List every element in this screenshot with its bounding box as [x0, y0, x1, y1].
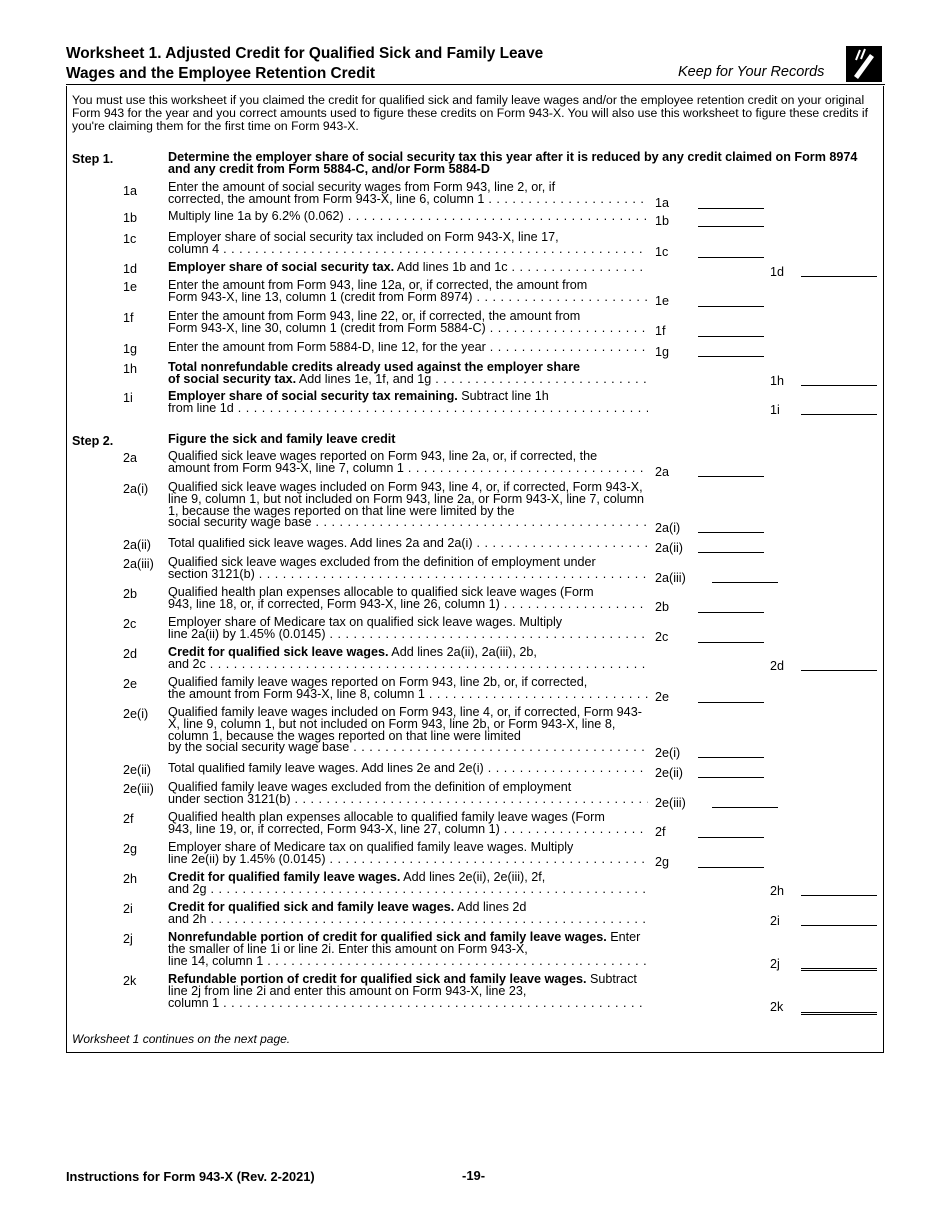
line-text-2: from line 1d . . . — [168, 403, 648, 415]
line-ref: 2k — [770, 1000, 784, 1014]
amount-field-2e[interactable] — [698, 702, 764, 703]
line-text-2: Form 943-X, line 13, column 1 (credit from Form 8974) . . . — [168, 292, 648, 304]
line-ref: 1c — [655, 245, 669, 259]
line-text — [168, 763, 653, 775]
line-text-2: Total qualified sick leave wages. Add lines 2a and 2a(i) . . . — [168, 538, 648, 550]
line-ref: 2e(i) — [655, 746, 681, 760]
keep-for-records: Keep for Your Records — [678, 64, 825, 80]
line-text-1: Qualified family leave wages reported on Form 943, line 2b, or, if corrected, — [168, 675, 588, 689]
line-number: 2g — [123, 842, 138, 856]
line-text — [168, 647, 653, 671]
line-ref: 2h — [770, 884, 785, 898]
line-text-2: column 4 . . . — [168, 244, 648, 256]
line-text-1: Enter the amount of social security wages from Form 943, line 2, or, if — [168, 180, 556, 194]
amount-field-2f[interactable] — [698, 837, 764, 838]
amount-field-1c[interactable] — [698, 257, 764, 258]
amount-field-1b[interactable] — [698, 226, 764, 227]
line-number: 2i — [123, 902, 133, 916]
amount-field-1g[interactable] — [698, 356, 764, 357]
amount-field-2a-iii[interactable] — [712, 582, 778, 583]
line-ref: 2a(ii) — [655, 541, 683, 555]
line-text-1: Qualified sick leave wages excluded from the definition of employment under — [168, 555, 596, 569]
line-number: 2c — [123, 617, 137, 631]
header-rule — [66, 84, 885, 85]
line-number: 2a(ii) — [123, 538, 151, 552]
step2-heading: Figure the sick and family leave credit — [168, 432, 396, 446]
line-text-bold: Credit for qualified sick and family leave wages. — [168, 900, 455, 914]
line-text-1: Qualified family leave wages included on Form 943, line 4, or, if corrected, Form 943-X, line 9, column 1, but not included on Form 943, line 2b, or Form 943-X, line 8, column 1, because the wages reported on that line were limited — [168, 705, 642, 743]
line-text-bold: Total nonrefundable credits already used against the employer share — [168, 360, 580, 374]
line-number: 2e(iii) — [123, 782, 154, 796]
line-ref: 1h — [770, 374, 785, 388]
line-text-bold: Nonrefundable portion of credit for qualified sick and family leave wages. — [168, 930, 607, 944]
line-ref: 1i — [770, 403, 780, 417]
line-ref: 2d — [770, 659, 785, 673]
line-number: 2e — [123, 677, 138, 691]
line-text — [168, 974, 653, 1009]
line-text — [168, 932, 653, 967]
worksheet-title — [66, 44, 666, 84]
line-text-2: section 3121(b) . . . — [168, 569, 648, 581]
line-ref: 2a — [655, 465, 670, 479]
line-ref: 2e — [655, 690, 670, 704]
line-number: 2a — [123, 451, 138, 465]
line-text-2: 943, line 19, or, if corrected, Form 943-X, line 27, column 1) . . . — [168, 824, 648, 836]
line-text-2: Multiply line 1a by 6.2% (0.062) . . . — [168, 211, 648, 223]
line-text-2: social security wage base . . . — [168, 517, 648, 529]
line-ref: 1a — [655, 196, 670, 210]
title-line-2: Wages and the Employee Retention Credit — [66, 65, 375, 82]
footer-form-name: Instructions for Form 943-X (Rev. 2-2021) — [66, 1169, 315, 1184]
line-text-bold-2: of social security tax. — [168, 373, 297, 386]
line-ref: 2a(iii) — [655, 571, 686, 585]
line-text — [168, 617, 653, 641]
amount-field-1e[interactable] — [698, 306, 764, 307]
line-text-2: line 2e(ii) by 1.45% (0.0145) . . . — [168, 854, 648, 866]
line-number: 1b — [123, 211, 138, 225]
line-text — [168, 557, 653, 581]
amount-field-2d[interactable] — [801, 670, 877, 671]
line-text — [168, 812, 653, 836]
line-text-2: amount from Form 943-X, line 7, column 1 . . . — [168, 463, 648, 475]
line-text-1: Employer share of Medicare tax on qualified family leave wages. Multiply — [168, 840, 574, 854]
line-text — [168, 538, 653, 550]
line-text-1: Subtract line 1h — [457, 389, 549, 403]
line-ref: 2e(ii) — [655, 766, 683, 780]
line-text — [168, 211, 653, 223]
line-text-bold: Credit for qualified sick leave wages. — [168, 645, 389, 659]
line-text-1: Add lines 2e(ii), 2e(iii), 2f, — [400, 870, 546, 884]
line-text — [168, 451, 653, 475]
line-text — [168, 902, 653, 926]
line-number: 2a(i) — [123, 482, 149, 496]
line-text — [168, 872, 653, 896]
line-ref: 2f — [655, 825, 666, 839]
line-number: 1a — [123, 184, 138, 198]
line-text — [168, 677, 653, 701]
amount-field-1i[interactable] — [801, 414, 877, 415]
line-ref: 1g — [655, 345, 670, 359]
line-text-1: Qualified sick leave wages reported on Form 943, line 2a, or, if corrected, the — [168, 449, 598, 463]
line-text — [168, 182, 653, 206]
line-text-1: Add lines 2a(ii), 2a(iii), 2b, — [388, 645, 537, 659]
line-text-2: Enter the amount from Form 5884-D, line 12, for the year . . . — [168, 342, 648, 354]
line-text-2: Add lines 1b and 1c — [394, 262, 508, 274]
line-text-1: Enter the amount from Form 943, line 12a, or, if corrected, the amount from — [168, 278, 588, 292]
line-number: 1f — [123, 311, 134, 325]
line-number: 1e — [123, 280, 138, 294]
line-number: 2h — [123, 872, 138, 886]
amount-field-2a[interactable] — [698, 476, 764, 477]
line-text-2: and 2h . . . — [168, 914, 648, 926]
line-ref: 2e(iii) — [655, 796, 686, 810]
line-text-2: corrected, the amount from Form 943-X, line 6, column 1 . . . — [168, 194, 648, 206]
line-ref: 2j — [770, 957, 780, 971]
line-number: 1i — [123, 391, 133, 405]
line-ref: 2c — [655, 630, 669, 644]
line-text-2: and 2c . . . — [168, 659, 648, 671]
line-ref: 2i — [770, 914, 780, 928]
amount-field-2e-ii[interactable] — [698, 777, 764, 778]
line-text-bold: Refundable portion of credit for qualified sick and family leave wages. — [168, 972, 587, 986]
line-text — [168, 842, 653, 866]
line-text — [168, 587, 653, 611]
line-text — [168, 311, 653, 335]
amount-field-2b[interactable] — [698, 612, 764, 613]
line-number: 2e(i) — [123, 707, 149, 721]
amount-field-1d[interactable] — [801, 276, 877, 277]
line-text-2: Form 943-X, line 30, column 1 (credit from Form 5884-C) . . . — [168, 323, 648, 335]
line-text — [168, 232, 653, 256]
title-line-1: Worksheet 1. Adjusted Credit for Qualified Sick and Family Leave — [66, 45, 544, 62]
step2-label: Step 2. — [72, 434, 114, 448]
amount-field-2i[interactable] — [801, 925, 877, 926]
line-text-2: line 2a(ii) by 1.45% (0.0145) . . . — [168, 629, 648, 641]
line-text-1: Employer share of Medicare tax on qualified sick leave wages. Multiply — [168, 615, 563, 629]
line-text — [168, 362, 653, 386]
line-text-2: under section 3121(b) . . . — [168, 794, 648, 806]
line-number: 2b — [123, 587, 138, 601]
records-pen-icon — [846, 46, 882, 82]
amount-field-2g[interactable] — [698, 867, 764, 868]
line-text-2: column 1 . . . — [168, 998, 648, 1010]
amount-field-2a-ii[interactable] — [698, 552, 764, 553]
line-text-1: Subtract line 2j from line 2i and enter this amount on Form 943-X, line 23, — [168, 972, 637, 998]
line-number: 2j — [123, 932, 133, 946]
line-text-1: Enter the amount from Form 943, line 22, or, if corrected, the amount from — [168, 309, 581, 323]
amount-field-2a-i[interactable] — [698, 532, 764, 533]
amount-field-2e-i[interactable] — [698, 757, 764, 758]
line-number: 2e(ii) — [123, 763, 151, 777]
line-text-2: Total qualified family leave wages. Add lines 2e and 2e(i) . . . — [168, 763, 648, 775]
page-number: -19- — [462, 1168, 486, 1183]
continues-note: Worksheet 1 continues on the next page. — [72, 1032, 291, 1046]
line-number: 1d — [123, 262, 138, 276]
step1-label: Step 1. — [72, 152, 114, 166]
line-text-bold: Employer share of social security tax remaining. — [168, 389, 458, 403]
line-ref: 1f — [655, 324, 666, 338]
line-text-1: Qualified sick leave wages included on Form 943, line 4, or, if corrected, Form 943-X, line 9, column 1, but not included on Form 943, line 2a, or Form 943-X, line 7, column 1, because the wages reported on that line were limited by the — [168, 480, 645, 518]
amount-field-2j[interactable] — [801, 968, 877, 971]
line-text — [168, 482, 653, 529]
line-ref: 1b — [655, 214, 670, 228]
amount-field-2h[interactable] — [801, 895, 877, 896]
line-number: 2a(iii) — [123, 557, 154, 571]
line-text-2: the amount from Form 943-X, line 8, column 1 . . . — [168, 689, 648, 701]
line-text-1: Enter the smaller of line 1i or line 2i. Enter this amount on Form 943-X, — [168, 930, 641, 956]
line-text — [168, 342, 653, 354]
line-text — [168, 782, 653, 806]
line-text-1: Employer share of social security tax included on Form 943-X, line 17, — [168, 230, 559, 244]
amount-field-1f[interactable] — [698, 336, 764, 337]
line-text — [168, 280, 653, 304]
line-text-1: Qualified health plan expenses allocable to qualified family leave wages (Form — [168, 810, 605, 824]
line-text-2: line 14, column 1 . . . — [168, 956, 648, 968]
line-number: 2k — [123, 974, 137, 988]
line-number: 2f — [123, 812, 134, 826]
amount-field-1a[interactable] — [698, 208, 764, 209]
line-ref: 1d — [770, 265, 785, 279]
line-text-2: and 2g . . . — [168, 884, 648, 896]
line-number: 2d — [123, 647, 138, 661]
line-text — [168, 262, 653, 274]
line-number: 1h — [123, 362, 138, 376]
line-text-1: Qualified family leave wages excluded from the definition of employment — [168, 780, 572, 794]
line-ref: 1e — [655, 294, 670, 308]
amount-field-1h[interactable] — [801, 385, 877, 386]
line-ref: 2g — [655, 855, 670, 869]
amount-field-2c[interactable] — [698, 642, 764, 643]
line-text-2: 943, line 18, or, if corrected, Form 943-X, line 26, column 1) . . . — [168, 599, 648, 611]
line-number: 1g — [123, 342, 138, 356]
line-text-bold: Credit for qualified family leave wages. — [168, 870, 401, 884]
step1-heading: Determine the employer share of social security tax this year after it is reduced by any credit claimed on Form 8974 and any credit from Form 5884-C, and/or Form 5884-D — [168, 150, 858, 176]
intro-text: You must use this worksheet if you claimed the credit for qualified sick and family leave wages and/or the employee retention credit on your original Form 943 for the year and you correct amounts used to figure these credits on Form 943-X. You will also use this worksheet to figure these credits if you're claiming them for the first time on Form 943-X. — [72, 93, 868, 133]
amount-field-2e-iii[interactable] — [712, 807, 778, 808]
line-text-bold: Employer share of social security tax. — [168, 262, 395, 274]
line-text-1: Qualified health plan expenses allocable to qualified sick leave wages (Form — [168, 585, 594, 599]
line-text — [168, 391, 653, 415]
line-ref: 2a(i) — [655, 521, 681, 535]
amount-field-2k[interactable] — [801, 1012, 877, 1015]
line-text-1: Add lines 2d — [454, 900, 527, 914]
line-text-2: Add lines 1e, 1f, and 1g — [296, 373, 432, 386]
line-ref: 2b — [655, 600, 670, 614]
line-text-2: by the social security wage base . . . — [168, 742, 648, 754]
line-number: 1c — [123, 232, 137, 246]
line-text — [168, 707, 653, 754]
